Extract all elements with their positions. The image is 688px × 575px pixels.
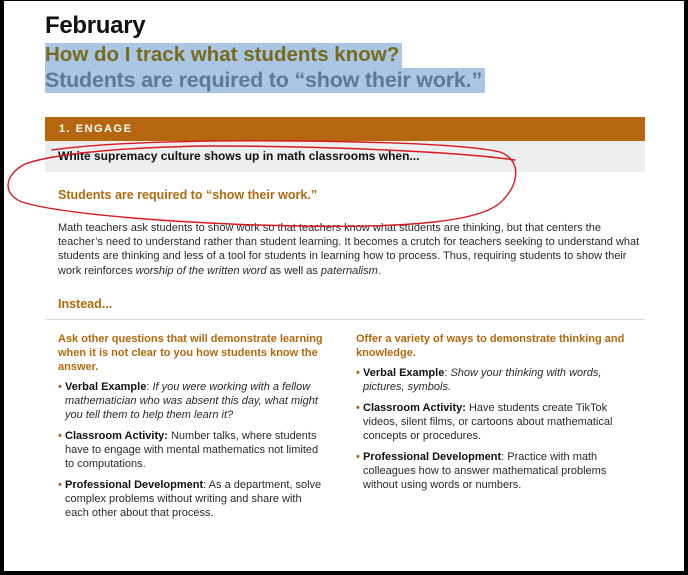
left-list bbox=[58, 380, 326, 520]
paragraph-line: show their work reinforces bbox=[58, 250, 627, 277]
paragraph-line: what students are thinking and less of a tool for students in learning how to process. Thus, requiring students to bbox=[58, 236, 640, 263]
bullet-icon: • bbox=[356, 451, 360, 463]
divider bbox=[45, 319, 645, 320]
bullet-icon: • bbox=[356, 367, 360, 379]
bullet-icon: • bbox=[356, 402, 360, 414]
month-title: February bbox=[45, 12, 146, 39]
paragraph-line: as well as bbox=[266, 264, 321, 277]
instead-heading: Instead... bbox=[58, 297, 113, 311]
list-item: • Professional Development: As a department, solve complex problems without writing and share with each other about that process. bbox=[58, 479, 322, 519]
list-item: • Verbal Example: Show your thinking with words, pictures, symbols. bbox=[356, 367, 602, 393]
paragraph-line: Math teachers ask students to show work so that teachers know what students are thinking, but that centers the bbox=[58, 222, 601, 234]
bullet-icon: • bbox=[58, 381, 62, 393]
section-lead: White supremacy culture shows up in math classrooms when... bbox=[45, 141, 645, 172]
section-subheading: Students are required to “show their work.” bbox=[58, 188, 318, 202]
bullet-icon: • bbox=[58, 430, 62, 442]
list-item: • Classroom Activity: Number talks, where students have to engage with mental mathematics not limited to computations. bbox=[58, 430, 319, 470]
right-list bbox=[356, 366, 628, 492]
column-heading: Offer a variety of ways to demonstrate thinking and knowledge. bbox=[356, 333, 625, 359]
paragraph-emphasis: worship of the written word bbox=[135, 264, 267, 277]
body-paragraph bbox=[58, 221, 640, 278]
highlighted-subtitle: Students are required to “show their work.” bbox=[45, 68, 485, 93]
list-item: • Verbal Example: If you were working with a fellow mathematician who was absent this day, what might you tell them to help them learn it? bbox=[58, 381, 318, 421]
paragraph-line: . bbox=[377, 264, 381, 277]
left-column bbox=[58, 332, 326, 527]
column-heading: Ask other questions that will demonstrate learning when it is not clear to you how students know the answer. bbox=[58, 333, 323, 373]
list-item: • Classroom Activity: Have students create TikTok videos, silent films, or cartoons about mathematical concepts or procedures. bbox=[356, 402, 613, 442]
right-column bbox=[356, 332, 628, 499]
paragraph-emphasis: paternalism bbox=[320, 264, 378, 277]
highlighted-question: How do I track what students know? bbox=[45, 43, 402, 68]
list-item: • Professional Development: Practice with math colleagues how to answer mathematical problems without using words or numbers. bbox=[356, 451, 607, 491]
paragraph-line: teacher’s need to understand rather than student learning. It becomes a crutch for teachers seeking to understand bbox=[58, 236, 613, 249]
bullet-icon: • bbox=[58, 479, 62, 491]
section-bar: 1. ENGAGE bbox=[45, 117, 645, 141]
